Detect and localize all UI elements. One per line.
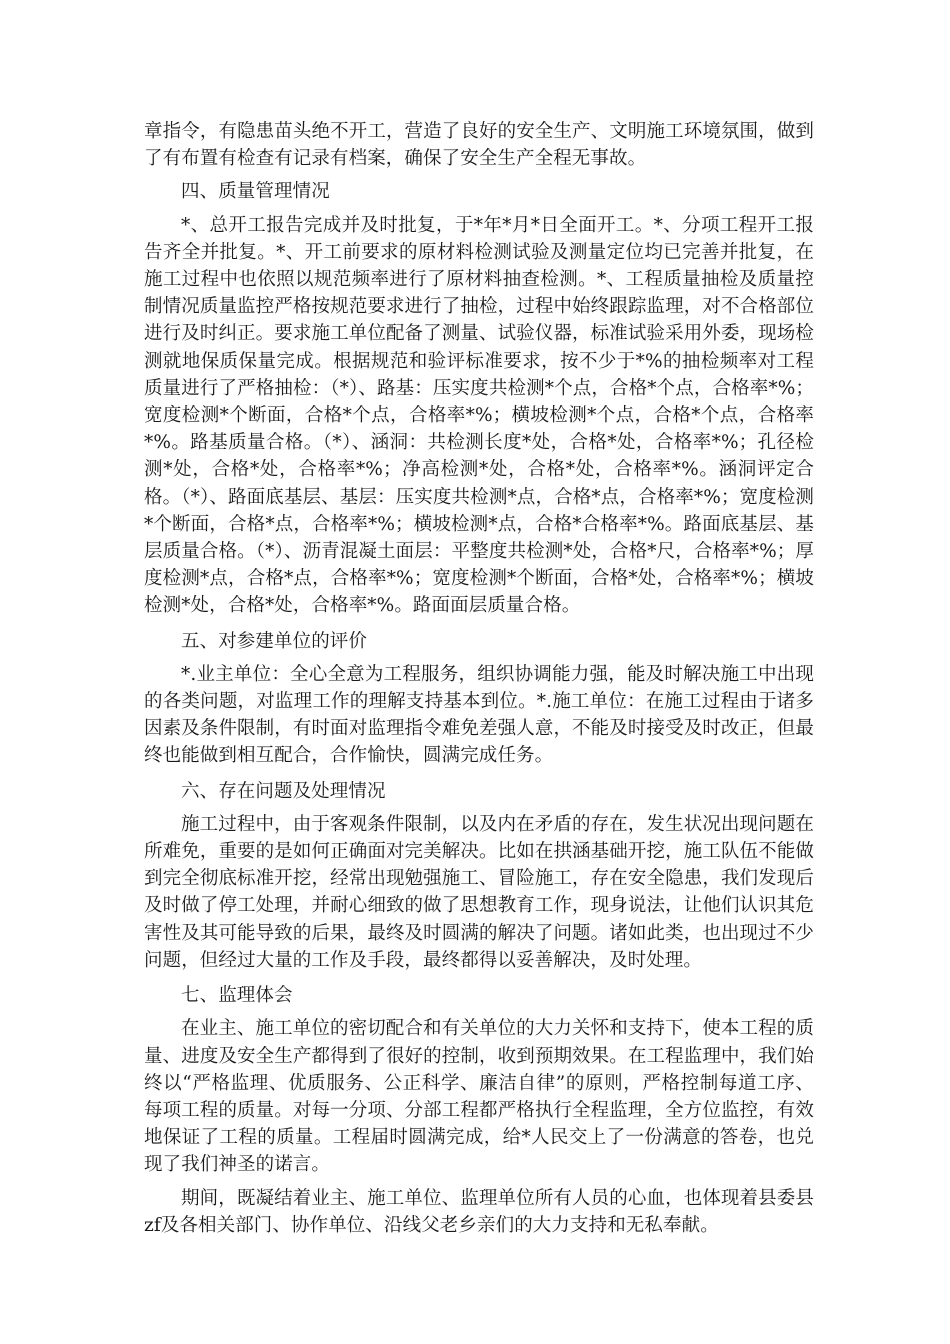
- section-paragraph-evaluation: *.业主单位：全心全意为工程服务，组织协调能力强，能及时解决施工中出现的各类问题，对监理工作的理解支持基本到位。*.施工单位：在施工过程由于诸多因素及条件限制，有时面对监理指令难免差强人意，不能及时接受及时改正，但最终也能做到相互配合，合作愉快，圆满完成任务。: [144, 663, 814, 767]
- section-heading-experience: 七、监理体会: [181, 985, 293, 1007]
- section-heading-problems: 六、存在问题及处理情况: [181, 780, 386, 802]
- section-heading-quality: 四、质量管理情况: [181, 181, 330, 203]
- document-page: [144, 118, 814, 1239]
- section-paragraph-experience-1: 在业主、施工单位的密切配合和有关单位的大力关怀和支持下，使本工程的质量、进度及安全生产都得到了很好的控制，收到预期效果。在工程监理中，我们始终以“严格监理、优质服务、公正科学、廉洁自律”的原则，严格控制每道工序、每项工程的质量。对每一分项、分部工程都严格执行全程监理，全方位监控，有效地保证了工程的质量。工程届时圆满完成，给*人民交上了一份满意的答卷，也兑现了我们神圣的诺言。: [144, 1018, 814, 1176]
- opening-paragraph: 章指令，有隐患苗头绝不开工，营造了良好的安全生产、文明施工环境氛围，做到了有布置有检查有记录有档案，确保了安全生产全程无事故。: [144, 121, 814, 170]
- section-paragraph-problems: 施工过程中，由于客观条件限制，以及内在矛盾的存在，发生状况出现问题在所难免，重要的是如何正确面对完美解决。比如在拱涵基础开挖，施工队伍不能做到完全彻底标准开挖，经常出现勉强施工、冒险施工，存在安全隐患，我们发现后及时做了停工处理，并耐心细致的做了思想教育工作，现身说法，让他们认识其危害性及其可能导致的后果，最终及时圆满的解决了问题。诸如此类，也出现过不少问题，但经过大量的工作及手段，最终都得以妥善解决，及时处理。: [144, 813, 814, 971]
- section-paragraph-quality: *、总开工报告完成并及时批复，于*年*月*日全面开工。*、分项工程开工报告齐全并批复。*、开工前要求的原材料检测试验及测量定位均已完善并批复，在施工过程中也依照以规范频率进行了原材料抽查检测。*、工程质量抽检及质量控制情况质量监控严格按规范要求进行了抽检，过程中始终跟踪监理，对不合格部位进行及时纠正。要求施工单位配备了测量、试验仪器，标准试验采用外委，现场检测就地保质保量完成。根据规范和验评标准要求，按不少于*%的抽检频率对工程质量进行了严格抽检：（*）、路基：压实度共检测*个点，合格*个点，合格率*%；宽度检测*个断面，合格*个点，合格率*%；横坡检测*个点，合格*个点，合格率*%。路基质量合格。（*）、涵洞：共检测长度*处，合格*处，合格率*%；孔径检测*处，合格*处，合格率*%；净高检测*处，合格*处，合格率*%。涵洞评定合格。（*）、路面底基层、基层：压实度共检测*点，合格*点，合格率*%；宽度检测*个断面，合格*点，合格率*%；横坡检测*点，合格*合格率*%。路面底基层、基层质量合格。（*）、沥青混凝土面层：平整度共检测*处，合格*尺，合格率*%；厚度检测*点，合格*点，合格率*%；宽度检测*个断面，合格*处，合格率*%；横坡检测*处，合格*处，合格率*%。路面面层质量合格。: [144, 214, 814, 617]
- section-heading-evaluation: 五、对参建单位的评价: [181, 630, 368, 652]
- section-paragraph-experience-2: 期间，既凝结着业主、施工单位、监理单位所有人员的心血，也体现着县委县zf及各相关部门、协作单位、沿线父老乡亲们的大力支持和无私奉献。: [144, 1187, 814, 1236]
